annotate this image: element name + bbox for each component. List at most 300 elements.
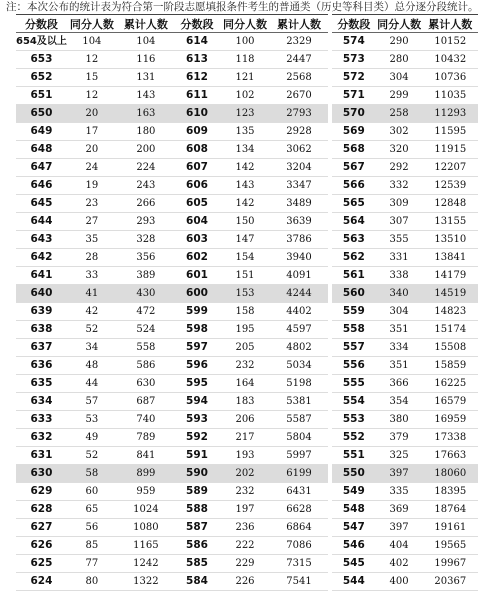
score-cell: 640 xyxy=(16,285,67,303)
score-cell: 593 xyxy=(174,411,220,429)
same-count-cell: 100 xyxy=(220,33,270,51)
score-cell: 605 xyxy=(174,195,220,213)
table-row xyxy=(332,483,478,501)
header-score: 分数段 xyxy=(16,15,67,33)
same-count-cell: 183 xyxy=(220,393,270,411)
score-cell: 632 xyxy=(16,429,67,447)
score-cell: 611 xyxy=(174,87,220,105)
table-row xyxy=(332,465,478,483)
same-count-cell: 147 xyxy=(220,231,270,249)
same-count-cell: 302 xyxy=(376,123,423,141)
score-cell: 559 xyxy=(332,303,376,321)
cumulative-count-cell: 4091 xyxy=(270,267,328,285)
table-row xyxy=(16,411,175,429)
table-row xyxy=(332,87,478,105)
same-count-cell: 80 xyxy=(67,573,117,591)
score-cell: 638 xyxy=(16,321,67,339)
cumulative-count-cell: 2329 xyxy=(270,33,328,51)
score-cell: 554 xyxy=(332,393,376,411)
score-cell: 630 xyxy=(16,465,67,483)
table-row xyxy=(16,123,175,141)
table-row xyxy=(332,69,478,87)
table-row xyxy=(16,69,175,87)
score-cell: 604 xyxy=(174,213,220,231)
same-count-cell: 206 xyxy=(220,411,270,429)
score-cell: 547 xyxy=(332,519,376,537)
cumulative-count-cell: 4402 xyxy=(270,303,328,321)
same-count-cell: 354 xyxy=(376,393,423,411)
same-count-cell: 44 xyxy=(67,375,117,393)
cumulative-count-cell: 266 xyxy=(117,195,175,213)
table-row xyxy=(332,537,478,555)
same-count-cell: 12 xyxy=(67,51,117,69)
table-row xyxy=(16,141,175,159)
cumulative-count-cell: 2447 xyxy=(270,51,328,69)
table-row xyxy=(332,249,478,267)
table-row xyxy=(16,87,175,105)
same-count-cell: 56 xyxy=(67,519,117,537)
table-row xyxy=(16,393,175,411)
table-row xyxy=(16,249,175,267)
cumulative-count-cell: 5997 xyxy=(270,447,328,465)
score-cell: 603 xyxy=(174,231,220,249)
same-count-cell: 123 xyxy=(220,105,270,123)
cumulative-count-cell: 389 xyxy=(117,267,175,285)
same-count-cell: 380 xyxy=(376,411,423,429)
score-cell: 608 xyxy=(174,141,220,159)
score-cell: 614 xyxy=(174,33,220,51)
cumulative-count-cell: 7541 xyxy=(270,573,328,591)
cumulative-count-cell: 1242 xyxy=(117,555,175,573)
score-cell: 652 xyxy=(16,69,67,87)
table-row xyxy=(16,195,175,213)
header-score: 分数段 xyxy=(332,15,376,33)
score-cell: 568 xyxy=(332,141,376,159)
cumulative-count-cell: 116 xyxy=(117,51,175,69)
score-cell: 570 xyxy=(332,105,376,123)
score-cell: 646 xyxy=(16,177,67,195)
cumulative-count-cell: 1165 xyxy=(117,537,175,555)
same-count-cell: 304 xyxy=(376,303,423,321)
score-cell: 587 xyxy=(174,519,220,537)
table-row xyxy=(174,213,328,231)
cumulative-count-cell: 18060 xyxy=(423,465,478,483)
score-cell: 648 xyxy=(16,141,67,159)
table-row xyxy=(332,195,478,213)
table-header-row xyxy=(16,15,175,33)
same-count-cell: 379 xyxy=(376,429,423,447)
table-row xyxy=(332,231,478,249)
cumulative-count-cell: 6199 xyxy=(270,465,328,483)
same-count-cell: 397 xyxy=(376,465,423,483)
same-count-cell: 143 xyxy=(220,177,270,195)
table-row xyxy=(174,249,328,267)
score-cell: 585 xyxy=(174,555,220,573)
same-count-cell: 153 xyxy=(220,285,270,303)
score-cell: 592 xyxy=(174,429,220,447)
cumulative-count-cell: 14519 xyxy=(423,285,478,303)
table-row xyxy=(16,339,175,357)
header-same-count: 同分人数 xyxy=(376,15,423,33)
score-cell: 627 xyxy=(16,519,67,537)
same-count-cell: 355 xyxy=(376,231,423,249)
cumulative-count-cell: 1024 xyxy=(117,501,175,519)
same-count-cell: 236 xyxy=(220,519,270,537)
same-count-cell: 304 xyxy=(376,69,423,87)
same-count-cell: 292 xyxy=(376,159,423,177)
score-table-panel-2 xyxy=(174,14,328,591)
score-cell: 647 xyxy=(16,159,67,177)
same-count-cell: 19 xyxy=(67,177,117,195)
cumulative-count-cell: 15859 xyxy=(423,357,478,375)
table-row xyxy=(332,213,478,231)
score-cell: 606 xyxy=(174,177,220,195)
table-note: 注：本次公布的统计表为符合第一阶段志愿填报条件考生的普通类（历史等科目类）总分逐分段统计。 xyxy=(6,1,479,13)
same-count-cell: 49 xyxy=(67,429,117,447)
score-cell: 555 xyxy=(332,375,376,393)
same-count-cell: 232 xyxy=(220,483,270,501)
same-count-cell: 154 xyxy=(220,249,270,267)
score-cell: 591 xyxy=(174,447,220,465)
score-cell: 641 xyxy=(16,267,67,285)
score-cell: 649 xyxy=(16,123,67,141)
cumulative-count-cell: 13510 xyxy=(423,231,478,249)
cumulative-count-cell: 11595 xyxy=(423,123,478,141)
score-cell: 599 xyxy=(174,303,220,321)
cumulative-count-cell: 11293 xyxy=(423,105,478,123)
table-row xyxy=(16,213,175,231)
cumulative-count-cell: 1080 xyxy=(117,519,175,537)
same-count-cell: 307 xyxy=(376,213,423,231)
table-row xyxy=(174,33,328,51)
same-count-cell: 331 xyxy=(376,249,423,267)
score-cell: 549 xyxy=(332,483,376,501)
score-cell: 557 xyxy=(332,339,376,357)
cumulative-count-cell: 3489 xyxy=(270,195,328,213)
table-row xyxy=(16,321,175,339)
cumulative-count-cell: 586 xyxy=(117,357,175,375)
score-distribution-grid xyxy=(16,14,478,587)
score-table-panel-3 xyxy=(332,14,478,591)
table-row xyxy=(174,357,328,375)
table-row xyxy=(174,519,328,537)
score-cell: 556 xyxy=(332,357,376,375)
same-count-cell: 65 xyxy=(67,501,117,519)
same-count-cell: 52 xyxy=(67,321,117,339)
same-count-cell: 197 xyxy=(220,501,270,519)
table-row xyxy=(16,429,175,447)
same-count-cell: 351 xyxy=(376,321,423,339)
table-row xyxy=(16,447,175,465)
score-cell: 561 xyxy=(332,267,376,285)
same-count-cell: 400 xyxy=(376,573,423,591)
same-count-cell: 34 xyxy=(67,339,117,357)
cumulative-count-cell: 16579 xyxy=(423,393,478,411)
table-row xyxy=(332,429,478,447)
score-cell: 586 xyxy=(174,537,220,555)
score-cell: 563 xyxy=(332,231,376,249)
score-cell: 607 xyxy=(174,159,220,177)
cumulative-count-cell: 163 xyxy=(117,105,175,123)
score-cell: 600 xyxy=(174,285,220,303)
cumulative-count-cell: 2670 xyxy=(270,87,328,105)
same-count-cell: 104 xyxy=(67,33,117,51)
table-row xyxy=(174,231,328,249)
table-row xyxy=(332,339,478,357)
score-cell: 544 xyxy=(332,573,376,591)
table-row xyxy=(174,267,328,285)
table-header-row xyxy=(332,15,478,33)
score-cell: 553 xyxy=(332,411,376,429)
table-row xyxy=(174,321,328,339)
table-row xyxy=(174,195,328,213)
score-cell: 598 xyxy=(174,321,220,339)
table-row xyxy=(16,465,175,483)
cumulative-count-cell: 143 xyxy=(117,87,175,105)
score-cell: 569 xyxy=(332,123,376,141)
score-cell: 596 xyxy=(174,357,220,375)
score-cell: 573 xyxy=(332,51,376,69)
cumulative-count-cell: 959 xyxy=(117,483,175,501)
cumulative-count-cell: 4597 xyxy=(270,321,328,339)
score-cell: 645 xyxy=(16,195,67,213)
table-row xyxy=(332,573,478,591)
table-row xyxy=(16,555,175,573)
same-count-cell: 325 xyxy=(376,447,423,465)
score-cell: 546 xyxy=(332,537,376,555)
table-row xyxy=(332,51,478,69)
cumulative-count-cell: 899 xyxy=(117,465,175,483)
cumulative-count-cell: 13155 xyxy=(423,213,478,231)
cumulative-count-cell: 14823 xyxy=(423,303,478,321)
table-row xyxy=(174,285,328,303)
cumulative-count-cell: 3204 xyxy=(270,159,328,177)
cumulative-count-cell: 472 xyxy=(117,303,175,321)
table-row xyxy=(332,33,478,51)
cumulative-count-cell: 841 xyxy=(117,447,175,465)
score-cell: 639 xyxy=(16,303,67,321)
table-row xyxy=(16,51,175,69)
same-count-cell: 366 xyxy=(376,375,423,393)
table-row xyxy=(332,555,478,573)
table-row xyxy=(16,573,175,591)
score-cell: 545 xyxy=(332,555,376,573)
score-cell: 558 xyxy=(332,321,376,339)
cumulative-count-cell: 3940 xyxy=(270,249,328,267)
table-row xyxy=(174,51,328,69)
score-cell: 635 xyxy=(16,375,67,393)
same-count-cell: 226 xyxy=(220,573,270,591)
table-row xyxy=(16,357,175,375)
table-row xyxy=(174,87,328,105)
table-row xyxy=(174,339,328,357)
same-count-cell: 53 xyxy=(67,411,117,429)
table-row xyxy=(332,267,478,285)
cumulative-count-cell: 5381 xyxy=(270,393,328,411)
header-cumulative-count: 累计人数 xyxy=(270,15,328,33)
table-row xyxy=(332,357,478,375)
cumulative-count-cell: 180 xyxy=(117,123,175,141)
header-same-count: 同分人数 xyxy=(220,15,270,33)
same-count-cell: 27 xyxy=(67,213,117,231)
score-cell: 597 xyxy=(174,339,220,357)
same-count-cell: 232 xyxy=(220,357,270,375)
same-count-cell: 134 xyxy=(220,141,270,159)
same-count-cell: 42 xyxy=(67,303,117,321)
cumulative-count-cell: 12848 xyxy=(423,195,478,213)
table-row xyxy=(16,375,175,393)
same-count-cell: 118 xyxy=(220,51,270,69)
table-row xyxy=(332,501,478,519)
same-count-cell: 320 xyxy=(376,141,423,159)
table-row xyxy=(174,105,328,123)
same-count-cell: 17 xyxy=(67,123,117,141)
same-count-cell: 57 xyxy=(67,393,117,411)
score-cell: 589 xyxy=(174,483,220,501)
same-count-cell: 402 xyxy=(376,555,423,573)
cumulative-count-cell: 687 xyxy=(117,393,175,411)
same-count-cell: 290 xyxy=(376,33,423,51)
table-row xyxy=(174,303,328,321)
cumulative-count-cell: 3062 xyxy=(270,141,328,159)
same-count-cell: 48 xyxy=(67,357,117,375)
header-cumulative-count: 累计人数 xyxy=(117,15,175,33)
cumulative-count-cell: 11035 xyxy=(423,87,478,105)
table-row xyxy=(174,447,328,465)
same-count-cell: 334 xyxy=(376,339,423,357)
same-count-cell: 340 xyxy=(376,285,423,303)
table-row xyxy=(332,285,478,303)
table-row xyxy=(174,123,328,141)
table-row xyxy=(174,573,328,591)
same-count-cell: 205 xyxy=(220,339,270,357)
cumulative-count-cell: 10736 xyxy=(423,69,478,87)
table-row xyxy=(332,393,478,411)
score-cell: 628 xyxy=(16,501,67,519)
header-score: 分数段 xyxy=(174,15,220,33)
cumulative-count-cell: 131 xyxy=(117,69,175,87)
score-cell: 567 xyxy=(332,159,376,177)
cumulative-count-cell: 2568 xyxy=(270,69,328,87)
table-row xyxy=(174,375,328,393)
score-cell: 571 xyxy=(332,87,376,105)
same-count-cell: 41 xyxy=(67,285,117,303)
same-count-cell: 23 xyxy=(67,195,117,213)
cumulative-count-cell: 5587 xyxy=(270,411,328,429)
cumulative-count-cell: 16225 xyxy=(423,375,478,393)
cumulative-count-cell: 328 xyxy=(117,231,175,249)
table-row xyxy=(16,267,175,285)
cumulative-count-cell: 18764 xyxy=(423,501,478,519)
same-count-cell: 335 xyxy=(376,483,423,501)
table-row xyxy=(174,555,328,573)
cumulative-count-cell: 15174 xyxy=(423,321,478,339)
table-row xyxy=(174,159,328,177)
same-count-cell: 142 xyxy=(220,159,270,177)
score-cell: 644 xyxy=(16,213,67,231)
cumulative-count-cell: 2793 xyxy=(270,105,328,123)
table-row xyxy=(174,411,328,429)
same-count-cell: 299 xyxy=(376,87,423,105)
score-cell: 566 xyxy=(332,177,376,195)
score-cell: 642 xyxy=(16,249,67,267)
cumulative-count-cell: 19565 xyxy=(423,537,478,555)
table-row xyxy=(332,303,478,321)
cumulative-count-cell: 293 xyxy=(117,213,175,231)
cumulative-count-cell: 4802 xyxy=(270,339,328,357)
cumulative-count-cell: 7315 xyxy=(270,555,328,573)
cumulative-count-cell: 13841 xyxy=(423,249,478,267)
score-cell: 609 xyxy=(174,123,220,141)
cumulative-count-cell: 1322 xyxy=(117,573,175,591)
score-cell: 560 xyxy=(332,285,376,303)
score-cell: 633 xyxy=(16,411,67,429)
same-count-cell: 351 xyxy=(376,357,423,375)
cumulative-count-cell: 10432 xyxy=(423,51,478,69)
score-cell: 548 xyxy=(332,501,376,519)
table-row xyxy=(174,429,328,447)
same-count-cell: 404 xyxy=(376,537,423,555)
cumulative-count-cell: 6864 xyxy=(270,519,328,537)
score-cell: 612 xyxy=(174,69,220,87)
cumulative-count-cell: 224 xyxy=(117,159,175,177)
cumulative-count-cell: 3639 xyxy=(270,213,328,231)
table-row xyxy=(174,69,328,87)
table-row xyxy=(174,393,328,411)
cumulative-count-cell: 6431 xyxy=(270,483,328,501)
table-row xyxy=(332,123,478,141)
cumulative-count-cell: 16959 xyxy=(423,411,478,429)
table-row xyxy=(174,501,328,519)
table-row xyxy=(332,177,478,195)
cumulative-count-cell: 15508 xyxy=(423,339,478,357)
score-cell: 572 xyxy=(332,69,376,87)
cumulative-count-cell: 12207 xyxy=(423,159,478,177)
score-cell: 654及以上 xyxy=(16,33,67,51)
same-count-cell: 121 xyxy=(220,69,270,87)
score-cell: 637 xyxy=(16,339,67,357)
same-count-cell: 102 xyxy=(220,87,270,105)
score-cell: 631 xyxy=(16,447,67,465)
cumulative-count-cell: 630 xyxy=(117,375,175,393)
cumulative-count-cell: 17663 xyxy=(423,447,478,465)
score-cell: 634 xyxy=(16,393,67,411)
score-cell: 565 xyxy=(332,195,376,213)
cumulative-count-cell: 3347 xyxy=(270,177,328,195)
same-count-cell: 338 xyxy=(376,267,423,285)
score-cell: 574 xyxy=(332,33,376,51)
table-row xyxy=(174,483,328,501)
same-count-cell: 24 xyxy=(67,159,117,177)
header-same-count: 同分人数 xyxy=(67,15,117,33)
score-cell: 595 xyxy=(174,375,220,393)
same-count-cell: 52 xyxy=(67,447,117,465)
score-cell: 624 xyxy=(16,573,67,591)
score-cell: 651 xyxy=(16,87,67,105)
table-row xyxy=(332,375,478,393)
cumulative-count-cell: 3786 xyxy=(270,231,328,249)
same-count-cell: 77 xyxy=(67,555,117,573)
same-count-cell: 60 xyxy=(67,483,117,501)
same-count-cell: 397 xyxy=(376,519,423,537)
header-cumulative-count: 累计人数 xyxy=(423,15,478,33)
table-row xyxy=(16,483,175,501)
cumulative-count-cell: 7086 xyxy=(270,537,328,555)
same-count-cell: 369 xyxy=(376,501,423,519)
same-count-cell: 58 xyxy=(67,465,117,483)
same-count-cell: 164 xyxy=(220,375,270,393)
same-count-cell: 150 xyxy=(220,213,270,231)
